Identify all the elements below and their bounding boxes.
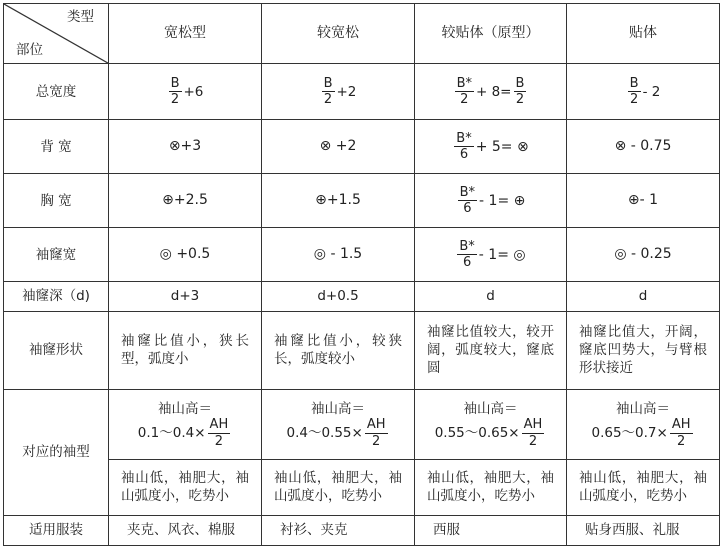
- cell-chest-loose: ⊕+2.5: [109, 174, 262, 228]
- cell-sleeve-desc-semi-fit: 袖山低，袖肥大，袖山弧度小，吃势小: [415, 459, 567, 515]
- corner-part-label: 部位: [16, 41, 43, 58]
- fraction: $\frac{AH}{2}$: [209, 417, 229, 449]
- cell-back-fit: ⊗ - 0.75: [567, 120, 720, 174]
- cell-total-semi-loose: $\frac{B}{2}$ +2: [262, 64, 415, 120]
- cell-back-semi-fit: $\frac{B*}{6}$ + 5= ⊗: [415, 120, 567, 174]
- cell-sleeve-desc-fit: 袖山低，袖肥大，袖山弧度小，吃势小: [567, 459, 720, 515]
- fraction: $\frac{B*}{6}$: [459, 184, 476, 217]
- col-header-semi-loose: 较宽松: [262, 4, 415, 64]
- row-garments: [4, 515, 720, 545]
- fraction: $\frac{B}{2}$: [323, 75, 333, 108]
- cell-garment-semi-fit: 西服: [415, 515, 567, 545]
- row-chest-width: [4, 174, 720, 228]
- fraction: $\frac{AH}{2}$: [671, 417, 691, 449]
- cell-back-semi-loose: ⊗ +2: [262, 120, 415, 174]
- header-row: [4, 4, 720, 64]
- cell-chest-semi-loose: ⊕+1.5: [262, 174, 415, 228]
- row-label: 胸 宽: [4, 174, 109, 228]
- cell-armhole-semi-fit: $\frac{B*}{6}$ - 1= ◎: [415, 228, 567, 282]
- col-header-loose: 宽松型: [109, 4, 262, 64]
- cell-sleeve-desc-semi-loose: 袖山低，袖肥大，袖山弧度小，吃势小: [262, 459, 415, 515]
- cell-sleeve-loose: 袖山高＝ 0.1～0.4× $\frac{AH}{2}$: [109, 389, 262, 459]
- row-armhole-shape: [4, 311, 720, 389]
- fraction: $\frac{AH}{2}$: [366, 417, 386, 449]
- cell-back-loose: ⊗+3: [109, 120, 262, 174]
- cell-shape-loose: 袖窿比值小，狭长型，弧度小: [109, 311, 262, 389]
- cell-armhole-fit: ◎ - 0.25: [567, 228, 720, 282]
- cell-depth-fit: d: [567, 282, 720, 311]
- cell-armhole-semi-loose: ◎ - 1.5: [262, 228, 415, 282]
- row-sleeve-formula: [4, 389, 720, 459]
- cell-sleeve-semi-fit: 袖山高＝ 0.55～0.65× $\frac{AH}{2}$: [415, 389, 567, 459]
- cell-shape-fit: 袖窿比值大，开阔，窿底凹势大，与臂根形状接近: [567, 311, 720, 389]
- row-label: 总宽度: [4, 64, 109, 120]
- ease-table-sheet: [3, 3, 719, 546]
- row-back-width: [4, 120, 720, 174]
- cell-depth-loose: d+3: [109, 282, 262, 311]
- cell-garment-loose: 夹克、风衣、棉服: [109, 515, 262, 545]
- cell-sleeve-desc-loose: 袖山低，袖肥大，袖山弧度小，吃势小: [109, 459, 262, 515]
- fraction: $\frac{AH}{2}$: [523, 417, 543, 449]
- corner-header: [4, 4, 109, 64]
- cell-depth-semi-fit: d: [415, 282, 567, 311]
- cell-sleeve-semi-loose: 袖山高＝ 0.4～0.55× $\frac{AH}{2}$: [262, 389, 415, 459]
- row-label: 背 宽: [4, 120, 109, 174]
- fraction: $\frac{B*}{6}$: [459, 238, 475, 271]
- cell-chest-semi-fit: $\frac{B*}{6}$ - 1= ⊕: [415, 174, 567, 228]
- cell-garment-fit: 贴身西服、礼服: [567, 515, 720, 545]
- cell-garment-semi-loose: 衬衫、夹克: [262, 515, 415, 545]
- fraction: $\frac{B*}{6}$: [456, 130, 472, 163]
- cell-chest-fit: ⊕- 1: [567, 174, 720, 228]
- cell-shape-semi-fit: 袖窿比值较大，较开阔，弧度较大，窿底圆: [415, 311, 567, 389]
- corner-type-label: 类型: [67, 9, 94, 25]
- fraction: $\frac{B}{2}$: [170, 75, 180, 108]
- fraction: $\frac{B}{2}$: [629, 75, 639, 108]
- row-armhole-width: [4, 228, 720, 282]
- row-label: 袖窿宽: [4, 228, 109, 282]
- cell-sleeve-fit: 袖山高＝ 0.65～0.7× $\frac{AH}{2}$: [567, 389, 720, 459]
- fraction: $\frac{B}{2}$: [515, 75, 525, 108]
- ease-comparison-table: [3, 3, 720, 546]
- fraction: $\frac{B*}{2}$: [456, 75, 472, 108]
- cell-depth-semi-loose: d+0.5: [262, 282, 415, 311]
- col-header-fit: 贴体: [567, 4, 720, 64]
- row-armhole-depth: [4, 282, 720, 311]
- row-label: 袖窿形状: [4, 311, 109, 389]
- col-header-semi-fit: 较贴体（原型）: [415, 4, 567, 64]
- row-label: 适用服装: [4, 515, 109, 545]
- row-total-width: [4, 64, 720, 120]
- row-label: 对应的袖型: [4, 389, 109, 515]
- cell-armhole-loose: ◎ +0.5: [109, 228, 262, 282]
- cell-total-loose: $\frac{B}{2}$ +6: [109, 64, 262, 120]
- row-label: 袖窿深（d): [4, 282, 109, 311]
- cell-shape-semi-loose: 袖窿比值小，较狭长，弧度较小: [262, 311, 415, 389]
- cell-total-semi-fit: $\frac{B*}{2}$ + 8= $\frac{B}{2}$: [415, 64, 567, 120]
- cell-total-fit: $\frac{B}{2}$ - 2: [567, 64, 720, 120]
- row-sleeve-desc: [4, 459, 720, 515]
